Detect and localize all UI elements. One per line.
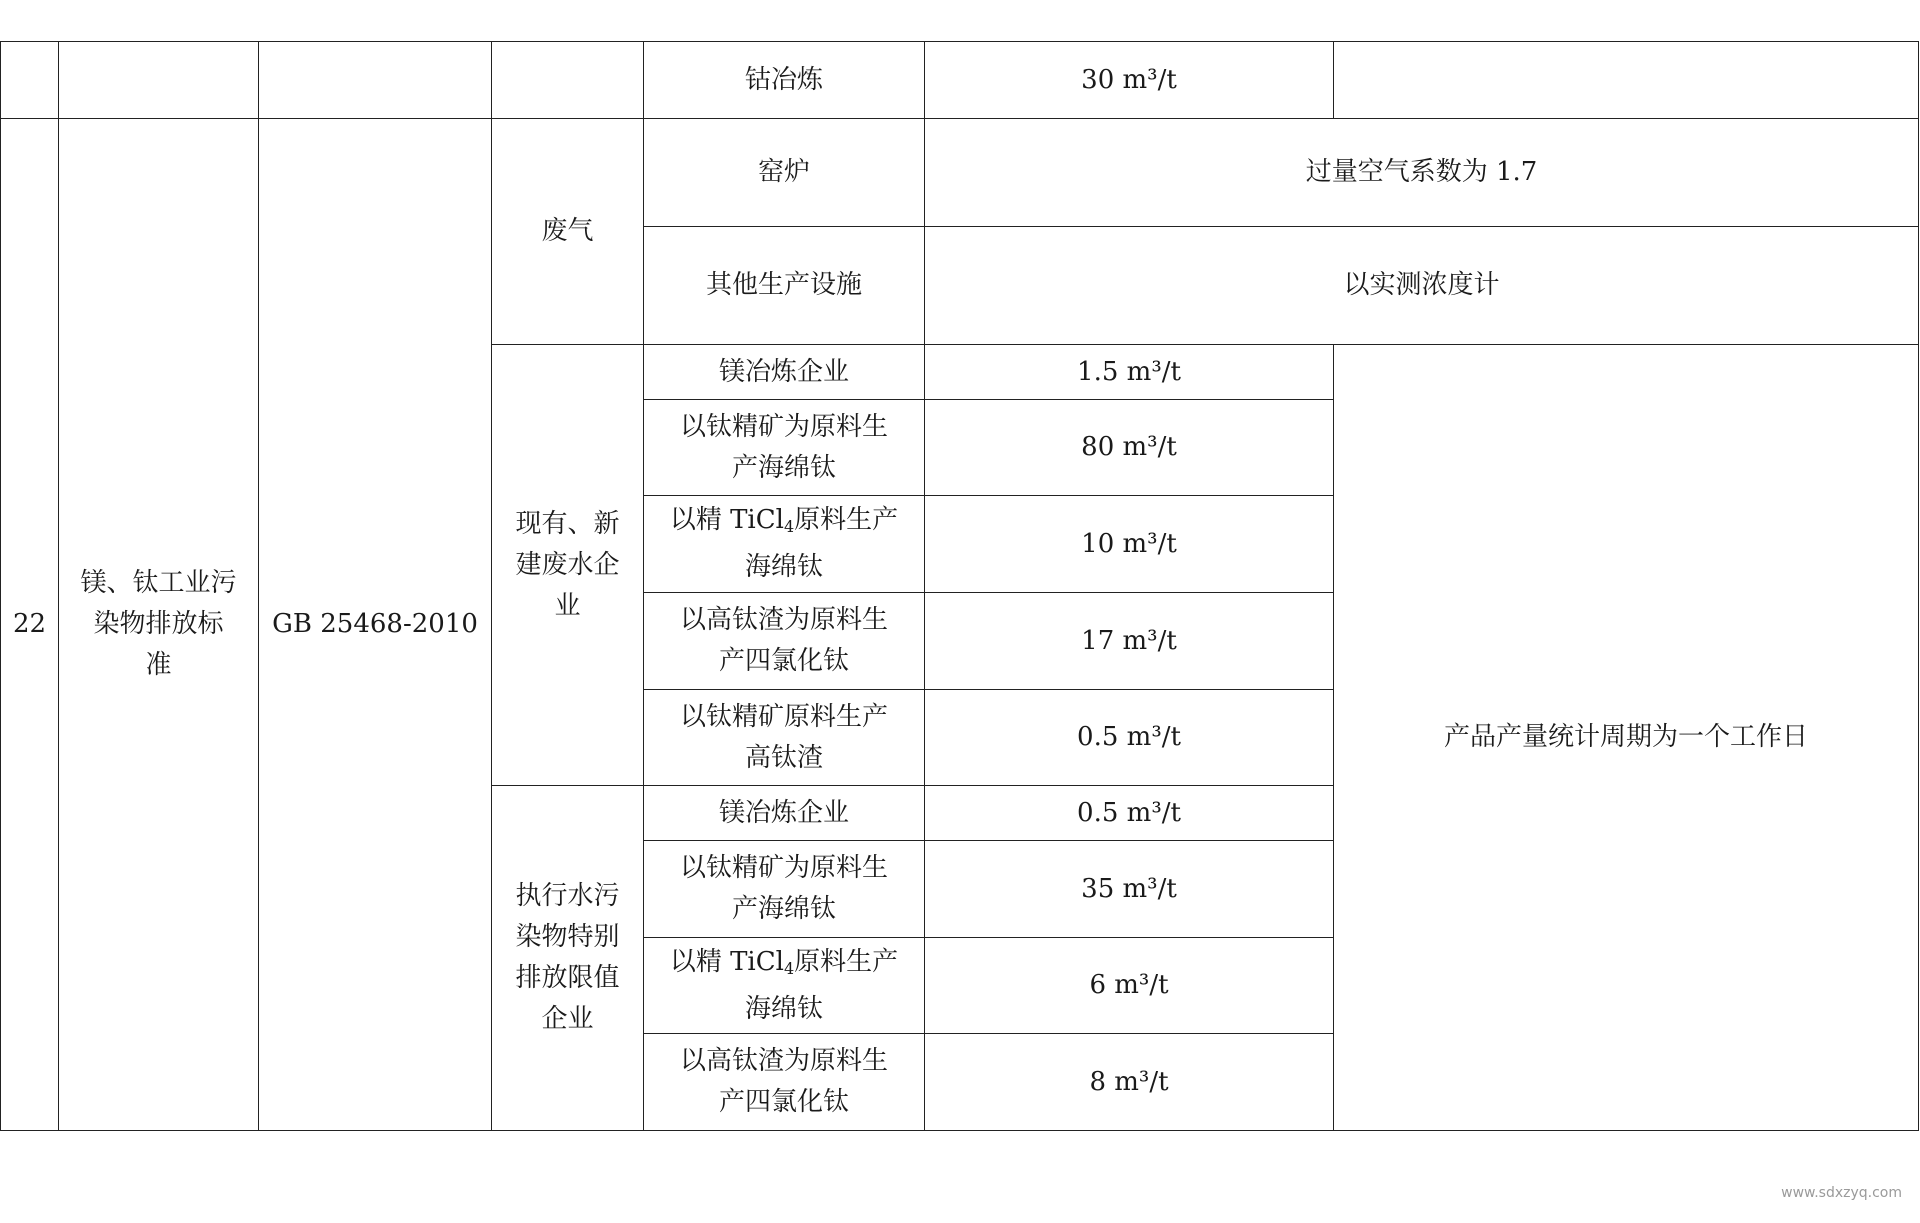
standard-code: GB 25468-2010 [259, 119, 492, 1131]
category-cell-empty [492, 42, 644, 119]
item-cell: 镁冶炼企业 [644, 345, 925, 400]
item-cell: 钴冶炼 [644, 42, 925, 119]
item-cell-ticl4 [644, 496, 925, 593]
value-cell: 0.5 m³/t [925, 690, 1334, 786]
item-text: 以精 TiCl [669, 505, 784, 535]
table-row [1, 42, 1919, 119]
waste-gas-label: 废气 [492, 119, 644, 345]
value-cell: 10 m³/t [925, 496, 1334, 593]
item-cell: 镁冶炼企业 [644, 786, 925, 841]
value-cell: 6 m³/t [925, 938, 1334, 1034]
value-cell-wide: 过量空气系数为 1.7 [925, 119, 1919, 227]
item-cell: 其他生产设施 [644, 227, 925, 345]
item-cell: 以高钛渣为原料生 产四氯化钛 [644, 593, 925, 690]
special-limit-label: 执行水污 染物特别 排放限值 企业 [492, 786, 644, 1131]
value-cell: 30 m³/t [925, 42, 1334, 119]
emission-standard-table [0, 41, 1919, 1131]
value-cell: 17 m³/t [925, 593, 1334, 690]
item-cell: 以高钛渣为原料生 产四氯化钛 [644, 1034, 925, 1131]
value-cell: 1.5 m³/t [925, 345, 1334, 400]
entry-number: 22 [1, 119, 59, 1131]
value-cell: 80 m³/t [925, 400, 1334, 496]
item-cell: 以钛精矿为原料生 产海绵钛 [644, 400, 925, 496]
value-cell: 8 m³/t [925, 1034, 1334, 1131]
item-cell-ticl4 [644, 938, 925, 1034]
item-text: 以精 TiCl [669, 946, 784, 977]
name-cell-empty [59, 42, 259, 119]
wastewater-note: 产品产量统计周期为一个工作日 [1334, 345, 1919, 1131]
item-text: 原料生产 海绵钛 [744, 505, 899, 582]
value-cell: 35 m³/t [925, 841, 1334, 938]
item-cell: 窑炉 [644, 119, 925, 227]
standard-name: 镁、钛工业污 染物排放标 准 [59, 119, 259, 1131]
table-row [1, 119, 1919, 227]
note-cell [1334, 42, 1919, 119]
value-cell-wide: 以实测浓度计 [925, 227, 1919, 345]
item-cell: 以钛精矿为原料生 产海绵钛 [644, 841, 925, 938]
item-cell: 以钛精矿原料生产 高钛渣 [644, 690, 925, 786]
subscript: 4 [783, 517, 795, 536]
item-text: 原料生产 海绵钛 [744, 946, 899, 1024]
existing-wastewater-label: 现有、新 建废水企 业 [492, 345, 644, 786]
subscript: 4 [783, 958, 795, 978]
code-cell-empty [259, 42, 492, 119]
site-watermark: www.sdxzyq.com [1781, 1185, 1902, 1201]
number-cell-empty [1, 42, 59, 119]
value-cell: 0.5 m³/t [925, 786, 1334, 841]
